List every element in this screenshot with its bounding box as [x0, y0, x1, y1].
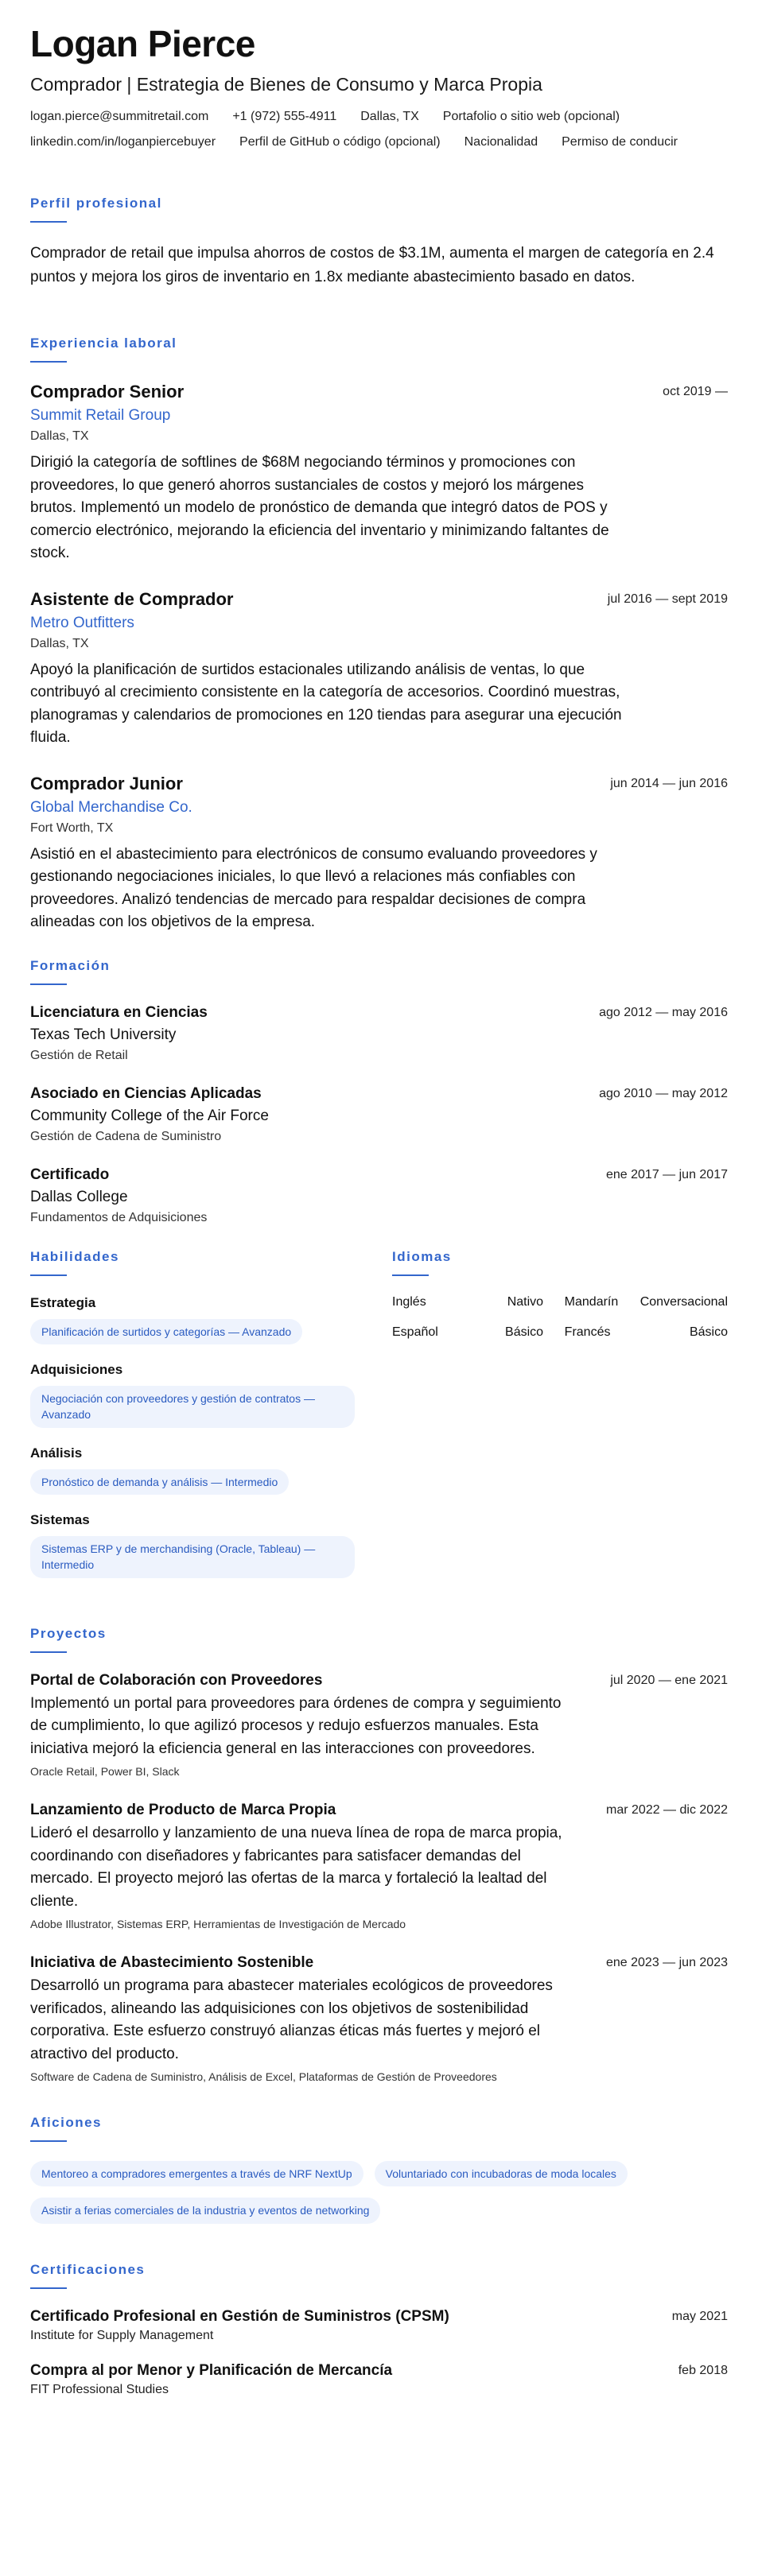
skill-tag: Negociación con proveedores y gestión de contratos — Avanzado [30, 1386, 355, 1428]
education-dates: ene 2017 — jun 2017 [605, 1167, 728, 1181]
experience-description: Dirigió la categoría de softlines de $68M negociando términos y promociones con proveedores, lo que generó ahorros sustanciales de costos y mejoró los márgenes brutos. Implementó un modelo de pronóstico de demanda que integró datos de POS y comercio electrónico, mejorando la eficiencia del inventario y minimizando faltantes de stock. [30, 454, 609, 562]
skill-category: Estrategia [30, 1294, 96, 1310]
section-divider [30, 983, 67, 985]
language-name: Francés [564, 1325, 611, 1339]
certification-entry [30, 2308, 728, 2343]
project-name: Lanzamiento de Producto de Marca Propia [30, 1802, 336, 1819]
certification-date: feb 2018 [678, 2363, 728, 2377]
education-degree: Certificado [30, 1166, 110, 1183]
education-school: Texas Tech University [30, 1026, 177, 1043]
language-level: Conversacional [639, 1294, 728, 1309]
section-divider [30, 1651, 67, 1653]
project-entry [30, 1954, 728, 2083]
skills-languages-row [30, 1249, 728, 1596]
project-dates: mar 2022 — dic 2022 [606, 1803, 728, 1818]
section-title-hobbies: Aficiones [30, 2115, 103, 2131]
skills-section [30, 1249, 392, 1596]
project-name: Portal de Colaboración con Proveedores [30, 1671, 323, 1689]
skill-tag: Sistemas ERP y de merchandising (Oracle, Tableau) — Intermedio [30, 1536, 355, 1578]
education-degree: Licenciatura en Ciencias [30, 1003, 208, 1021]
language-level: Nativo [507, 1294, 544, 1309]
experience-company: Global Merchandise Co. [30, 798, 192, 816]
skill-tag: Pronóstico de demanda y análisis — Intermedio [30, 1469, 289, 1495]
project-tools: Software de Cadena de Suministro, Análisis de Excel, Plataformas de Gestión de Proveedores [30, 2070, 497, 2084]
section-divider [30, 2140, 67, 2142]
contact-driving-license: Permiso de conducir [562, 134, 678, 149]
skill-tag: Planificación de surtidos y categorías — Avanzado [30, 1319, 302, 1344]
skill-group [30, 1445, 392, 1495]
contact-phone: +1 (972) 555-4911 [232, 109, 337, 123]
skill-category: Sistemas [30, 1512, 90, 1528]
education-field: Gestión de Retail [30, 1048, 128, 1062]
experience-dates: jul 2016 — sept 2019 [607, 592, 728, 606]
section-divider [30, 2287, 67, 2289]
language-name: Inglés [392, 1294, 426, 1309]
certifications-section [30, 2262, 728, 2397]
certification-issuer: Institute for Supply Management [30, 2328, 214, 2342]
skill-group [30, 1295, 392, 1344]
certification-entry [30, 2362, 728, 2397]
languages-grid [392, 1295, 728, 1340]
experience-entry [30, 774, 728, 934]
projects-section [30, 1626, 728, 2084]
project-dates: jul 2020 — ene 2021 [610, 1673, 728, 1687]
section-divider [30, 221, 67, 223]
experience-dates: oct 2019 — [663, 385, 728, 399]
section-title-languages: Idiomas [392, 1248, 452, 1264]
profile-section [30, 196, 728, 290]
section-title-skills: Habilidades [30, 1248, 119, 1264]
education-field: Gestión de Cadena de Suministro [30, 1129, 222, 1143]
education-school: Dallas College [30, 1188, 128, 1205]
education-entry [30, 1004, 728, 1063]
experience-description: Asistió en el abastecimiento para electrónicos de consumo evaluando proveedores y gestionando negociaciones iniciales, lo que llevó a relaciones más confiables con proveedores. Analizó tendencias de mercado para respaldar decisiones de compra alineadas con los objetivos de la empresa. [30, 845, 597, 931]
section-title-certifications: Certificaciones [30, 2261, 146, 2277]
hobbies-section [30, 2115, 728, 2224]
education-field: Fundamentos de Adquisiciones [30, 1210, 208, 1224]
section-title-projects: Proyectos [30, 1625, 107, 1641]
profile-summary: Comprador de retail que impulsa ahorros de costos de $3.1M, aumenta el margen de categoría en 2.4 puntos y mejora los giros de inventario en 1.8x mediante abastecimiento basado en datos. [30, 244, 714, 285]
experience-description: Apoyó la planificación de surtidos estacionales utilizando análisis de ventas, lo que contribuyó al crecimiento consistente en la categoría de accesorios. Coordinó muestras, planogramas y calendarios de promociones en 120 tiendas para asegurar una ejecución fluida. [30, 661, 622, 747]
skill-category: Análisis [30, 1445, 83, 1461]
section-divider [392, 1274, 429, 1276]
experience-location: Fort Worth, TX [30, 821, 114, 835]
experience-section [30, 336, 728, 934]
experience-role: Asistente de Comprador [30, 588, 234, 609]
hobby-tag: Voluntariado con incubadoras de moda locales [375, 2161, 628, 2186]
contact-nationality: Nacionalidad [464, 134, 538, 149]
education-degree: Asociado en Ciencias Aplicadas [30, 1084, 262, 1102]
section-divider [30, 1274, 67, 1276]
candidate-title: Comprador | Estrategia de Bienes de Consumo y Marca Propia [30, 73, 542, 95]
project-name: Iniciativa de Abastecimiento Sostenible [30, 1954, 314, 1972]
hobby-tag: Asistir a ferias comerciales de la industria y eventos de networking [30, 2198, 380, 2223]
education-entry [30, 1085, 728, 1144]
project-dates: ene 2023 — jun 2023 [605, 1956, 728, 1970]
project-description: Lideró el desarrollo y lanzamiento de una nueva línea de ropa de marca propia, coordinando con diseñadores y fabricantes para satisfacer demandas del mercado. El proyecto mejoró las ofertas de la marca y fortaleció la lealtad del cliente. [30, 1825, 562, 1910]
certification-issuer: FIT Professional Studies [30, 2382, 169, 2396]
section-divider [30, 361, 67, 363]
contact-linkedin[interactable]: linkedin.com/in/loganpiercebuyer [30, 134, 216, 149]
education-dates: ago 2010 — may 2012 [599, 1086, 728, 1100]
experience-company: Metro Outfitters [30, 614, 134, 631]
section-title-experience: Experiencia laboral [30, 336, 177, 351]
education-school: Community College of the Air Force [30, 1107, 269, 1124]
contact-portfolio: Portafolio o sitio web (opcional) [442, 109, 620, 123]
contact-list [30, 110, 714, 149]
language-level: Básico [689, 1325, 728, 1339]
language-spacer [543, 1295, 565, 1309]
project-description: Desarrolló un programa para abastecer materiales ecológicos de proveedores verificados, alineando las adquisiciones con los objetivos de sostenibilidad corporativa. Este esfuerzo construyó alianzas éticas más fuertes y mejoró el atractivo del producto. [30, 1977, 553, 2062]
languages-section [392, 1249, 728, 1596]
certification-date: may 2021 [671, 2309, 728, 2323]
section-title-education: Formación [30, 957, 111, 973]
project-tools: Adobe Illustrator, Sistemas ERP, Herramientas de Investigación de Mercado [30, 1918, 406, 1931]
education-section [30, 958, 728, 1225]
skill-group [30, 1362, 392, 1428]
language-level: Básico [505, 1325, 544, 1339]
skill-group [30, 1512, 392, 1578]
contact-github: Perfil de GitHub o código (opcional) [239, 134, 441, 149]
section-title-profile: Perfil profesional [30, 195, 162, 211]
project-entry [30, 1802, 728, 1930]
experience-company: Summit Retail Group [30, 407, 171, 425]
project-entry [30, 1672, 728, 1779]
education-dates: ago 2012 — may 2016 [599, 1005, 728, 1019]
experience-entry [30, 382, 728, 565]
contact-email[interactable]: logan.pierce@summitretail.com [30, 109, 209, 123]
language-name: Español [392, 1325, 438, 1339]
education-entry [30, 1166, 728, 1225]
certification-name: Compra al por Menor y Planificación de Mercancía [30, 2361, 393, 2379]
hobby-tag: Mentoreo a compradores emergentes a través de NRF NextUp [30, 2161, 363, 2186]
experience-role: Comprador Junior [30, 773, 183, 793]
skill-category: Adquisiciones [30, 1362, 123, 1378]
candidate-name: Logan Pierce [30, 23, 255, 64]
experience-role: Comprador Senior [30, 382, 185, 402]
project-description: Implementó un portal para proveedores para órdenes de compra y seguimiento de cumplimiento, lo que agilizó procesos y redujo esfuerzos manuales. Esta iniciativa mejoró la eficiencia general en las interacciones con proveedores. [30, 1694, 562, 1757]
language-name: Mandarín [564, 1294, 619, 1309]
certification-name: Certificado Profesional en Gestión de Suministros (CPSM) [30, 2307, 449, 2325]
project-tools: Oracle Retail, Power BI, Slack [30, 1765, 180, 1779]
contact-location: Dallas, TX [360, 109, 419, 123]
language-spacer [543, 1325, 565, 1340]
experience-dates: jun 2014 — jun 2016 [610, 776, 728, 790]
experience-location: Dallas, TX [30, 429, 89, 444]
experience-location: Dallas, TX [30, 636, 89, 650]
hobby-list [30, 2161, 714, 2224]
experience-entry [30, 589, 728, 750]
